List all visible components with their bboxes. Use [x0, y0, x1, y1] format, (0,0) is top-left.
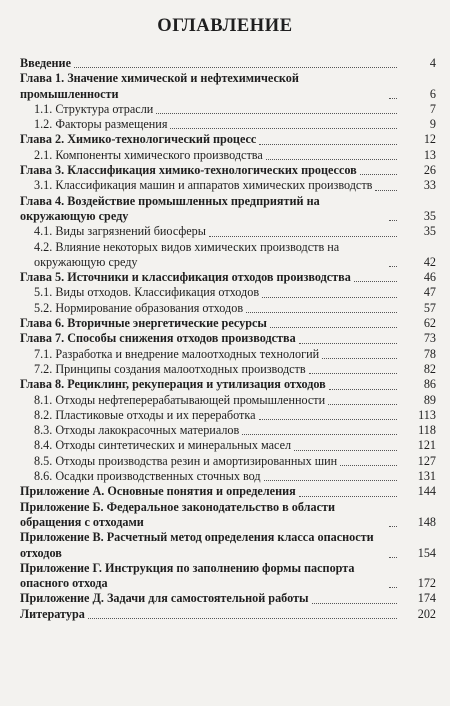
- toc-section-entry: [20, 178, 436, 193]
- toc-page-number: 113: [418, 407, 436, 422]
- toc-chapter-entry: [20, 331, 436, 346]
- dot-leader: [389, 220, 397, 221]
- toc-entry-title: 8.2. Пластиковые отходы и их переработка: [34, 407, 256, 422]
- toc-chapter-entry: [20, 163, 436, 178]
- toc-entry-title: Глава 2. Химико-технологический процесс: [20, 132, 257, 147]
- toc-page-number: 57: [423, 300, 436, 315]
- dot-leader: [329, 389, 397, 390]
- toc-page-number: 121: [417, 438, 436, 453]
- toc-entry-title: 7.2. Принципы создания малоотходных производств: [34, 361, 306, 376]
- toc-entry-title: Глава 3. Классификация химико-технологических процессов: [20, 163, 357, 178]
- toc-page-number: 35: [423, 224, 436, 239]
- dot-leader: [354, 281, 397, 282]
- toc-page-number: 35: [423, 208, 436, 223]
- dot-leader: [242, 434, 397, 435]
- dot-leader: [389, 526, 397, 527]
- toc-page-number: 13: [423, 147, 436, 162]
- toc-entry-title: Приложение Д. Задачи для самостоятельной работы: [20, 591, 309, 606]
- table-of-contents: [20, 56, 436, 622]
- toc-page-number: 172: [417, 576, 436, 591]
- toc-entry-title: 5.2. Нормирование образования отходов: [34, 300, 244, 315]
- toc-entry-title: 8.3. Отходы лакокрасочных материалов: [34, 423, 240, 438]
- toc-entry-title: Глава 4. Воздействие промышленных предприятий на окружающую среду: [20, 193, 320, 223]
- toc-page-number: 42: [423, 254, 436, 269]
- toc-section-entry: [20, 301, 436, 316]
- toc-page-number: 12: [423, 132, 436, 147]
- dot-leader: [74, 67, 397, 68]
- toc-entry-title: Глава 5. Источники и классификация отходов производства: [20, 270, 351, 285]
- dot-leader: [328, 404, 397, 405]
- toc-page-number: 46: [423, 270, 436, 285]
- toc-page-number: 4: [429, 56, 436, 70]
- toc-page-number: 47: [423, 285, 436, 300]
- toc-chapter-entry: [20, 270, 436, 285]
- toc-chapter-entry: [20, 484, 436, 499]
- toc-chapter-entry: [20, 71, 436, 102]
- toc-page-number: 73: [423, 331, 436, 346]
- toc-section-entry: [20, 148, 436, 163]
- toc-chapter-entry: [20, 607, 436, 622]
- dot-leader: [294, 450, 397, 451]
- dot-leader: [360, 174, 397, 175]
- toc-entry-title: Глава 1. Значение химической и нефтехимической промышленности: [20, 71, 299, 101]
- toc-page-number: 148: [417, 514, 436, 529]
- toc-entry-title: Введение: [20, 56, 71, 70]
- page-title: ОГЛАВЛЕНИЕ: [157, 16, 293, 36]
- toc-section-entry: [20, 362, 436, 377]
- dot-leader: [88, 618, 397, 619]
- toc-entry-title: Приложение Г. Инструкция по заполнению формы паспорта опасного отхода: [20, 560, 355, 591]
- toc-page-number: 6: [429, 86, 436, 101]
- toc-section-entry: [20, 393, 436, 408]
- toc-entry-title: Глава 8. Рециклинг, рекуперация и утилизация отходов: [20, 377, 326, 392]
- toc-page-number: 174: [417, 591, 436, 606]
- dot-leader: [322, 358, 397, 359]
- toc-chapter-entry: [20, 194, 436, 225]
- toc-entry-title: 8.5. Отходы производства резин и амортизированных шин: [34, 453, 338, 468]
- dot-leader: [259, 419, 397, 420]
- dot-leader: [309, 373, 397, 374]
- dot-leader: [389, 98, 397, 99]
- toc-section-entry: [20, 240, 436, 271]
- dot-leader: [270, 327, 397, 328]
- dot-leader: [156, 113, 397, 114]
- toc-page-number: 82: [423, 361, 436, 376]
- toc-chapter-entry: [20, 56, 436, 71]
- dot-leader: [340, 465, 397, 466]
- dot-leader: [375, 190, 397, 191]
- toc-section-entry: [20, 423, 436, 438]
- toc-page-number: 89: [423, 392, 436, 407]
- toc-section-entry: [20, 438, 436, 453]
- toc-chapter-entry: [20, 561, 436, 592]
- toc-page-number: 62: [423, 316, 436, 331]
- toc-page-number: 202: [417, 606, 436, 621]
- toc-page-number: 26: [423, 163, 436, 178]
- toc-section-entry: [20, 469, 436, 484]
- toc-entry-title: 2.1. Компоненты химического производства: [34, 147, 263, 162]
- dot-leader: [262, 297, 397, 298]
- toc-page-number: 9: [429, 117, 436, 132]
- toc-chapter-entry: [20, 377, 436, 392]
- dot-leader: [170, 128, 397, 129]
- toc-entry-title: 3.1. Классификация машин и аппаратов химических производств: [34, 178, 373, 193]
- toc-entry-title: 8.1. Отходы нефтеперерабатывающей промышленности: [34, 392, 326, 407]
- toc-page-number: 154: [417, 545, 436, 560]
- toc-entry-title: 7.1. Разработка и внедрение малоотходных технологий: [34, 346, 320, 361]
- dot-leader: [299, 496, 397, 497]
- toc-section-entry: [20, 285, 436, 300]
- toc-entry-title: Приложение Б. Федеральное законодательство в области обращения с отходами: [20, 499, 335, 529]
- toc-entry-title: Глава 6. Вторичные энергетические ресурсы: [20, 316, 267, 331]
- dot-leader: [264, 480, 397, 481]
- toc-entry-title: 1.1. Структура отрасли: [34, 101, 154, 116]
- toc-section-entry: [20, 224, 436, 239]
- toc-page-number: 127: [417, 453, 436, 468]
- toc-entry-title: 8.4. Отходы синтетических и минеральных масел: [34, 438, 292, 453]
- toc-entry-title: Приложение В. Расчетный метод определения класса опасности отходов: [20, 530, 374, 560]
- dot-leader: [389, 557, 397, 558]
- toc-entry-title: Глава 7. Способы снижения отходов производства: [20, 331, 296, 346]
- toc-entry-title: 5.1. Виды отходов. Классификация отходов: [34, 285, 260, 300]
- toc-chapter-entry: [20, 530, 436, 561]
- toc-entry-title: 4.2. Влияние некоторых видов химических производств на окружающую среду: [34, 239, 340, 269]
- dot-leader: [389, 266, 397, 267]
- toc-page-number: 7: [429, 101, 436, 116]
- toc-page-number: 131: [417, 469, 436, 484]
- toc-section-entry: [20, 347, 436, 362]
- toc-section-entry: [20, 102, 436, 117]
- toc-section-entry: [20, 117, 436, 132]
- dot-leader: [389, 587, 397, 588]
- dot-leader: [246, 312, 397, 313]
- toc-entry-title: Приложение А. Основные понятия и определения: [20, 484, 296, 499]
- toc-page-number: 33: [423, 178, 436, 193]
- dot-leader: [259, 144, 397, 145]
- dot-leader: [299, 343, 397, 344]
- dot-leader: [312, 603, 397, 604]
- toc-chapter-entry: [20, 132, 436, 147]
- toc-page-number: 86: [423, 377, 436, 392]
- toc-entry-title: 1.2. Факторы размещения: [34, 117, 168, 132]
- dot-leader: [209, 236, 397, 237]
- toc-page-number: 144: [417, 484, 436, 499]
- toc-entry-title: 4.1. Виды загрязнений биосферы: [34, 224, 206, 239]
- dot-leader: [266, 159, 397, 160]
- toc-chapter-entry: [20, 316, 436, 331]
- toc-page-number: 118: [418, 423, 436, 438]
- toc-section-entry: [20, 454, 436, 469]
- toc-section-entry: [20, 408, 436, 423]
- toc-entry-title: 8.6. Осадки производственных сточных вод: [34, 469, 261, 484]
- toc-page-number: 78: [423, 346, 436, 361]
- toc-chapter-entry: [20, 591, 436, 606]
- toc-entry-title: Литература: [20, 606, 85, 621]
- toc-chapter-entry: [20, 500, 436, 531]
